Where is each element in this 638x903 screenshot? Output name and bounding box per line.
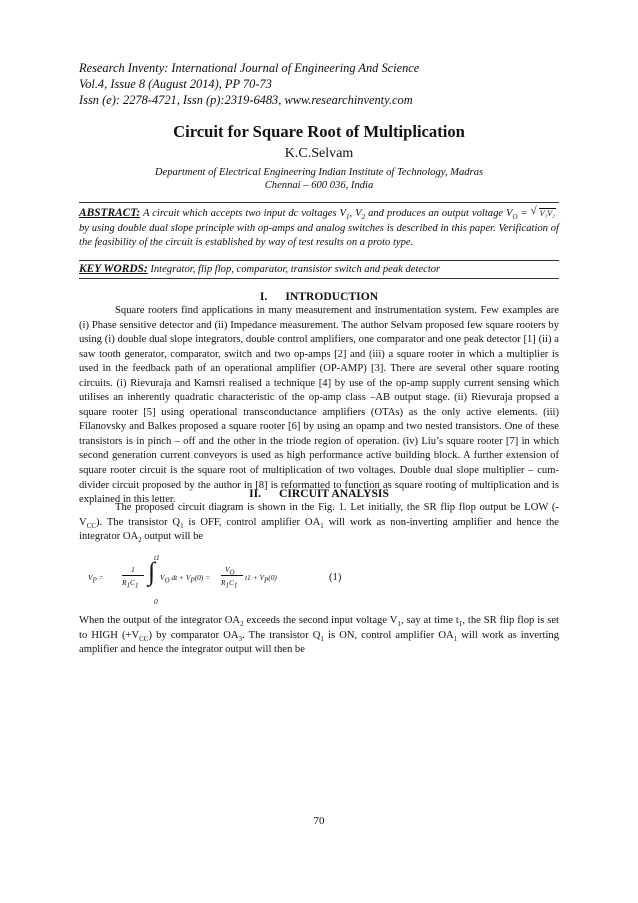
fraction-2-bar [221, 575, 243, 576]
author-affiliation [79, 166, 559, 192]
section-heading-introduction: I. INTRODUCTION [259, 290, 379, 303]
keywords [79, 263, 559, 275]
keywords-label: KEY WORDS: [79, 263, 148, 275]
circuit-analysis-paragraph-2: When the output of the integrator $OA_2$ exceeds the second input voltage $V_1$, say at time $t_1$, the SR flip flop is set to HIGH $(+V_{CC})$ by comparator $OA_3$. The transistor $Q_1$ is ON, control amplifier $OA_1$ will work as inverting amplifier and hence the integrator output will then be [79, 615, 560, 656]
integral-sign: ∫ [148, 557, 156, 586]
integrand: $V_O$ dt + $V_P(0)$ = [160, 573, 211, 585]
fraction-2-denominator: $R_1C_1$ [221, 578, 238, 590]
journal-issn: Issn (e): 2278-4721, Issn (p):2319-6483, www.researchinventy.com [79, 93, 413, 107]
affiliation-line-1: Department of Electrical Engineering Indian Institute of Technology, Madras [154, 167, 484, 178]
journal-name: Research Inventy: International Journal of Engineering And Science [79, 61, 420, 75]
introduction-paragraph: Square rooters find applications in many measurement and instrumentation system. Few examples are (i) Phase sensitive detector and (ii) Impedance measurement. The author Selvam proposed few square rooters by using (i) double dual slope integrators, double control amplifiers, one comparator and one peak detector [1] (ii) a saw tooth generator, comparator, switch and two op-amps [2] and (iii) a square rooter in which a multiplier is used in the feedback path of an operational amplifier (OP-AMP) [3]. There are several other square rooting circuits. (i) Rievuraja and Kamsri realised a technique [4] by use of the op-amp supply current sensing which utilises an inherently quadratic characteristic of the op-amp class –AB output stage. (ii) Rievuraja propsed a square rooter [5] using operational transconductance amplifiers (OTAs) as the only active elements. (iii) Filanovsky and Balkes proposed a square rooter [6] by using an opamp and two nested transistors. One of these transistors is in pinch – off and the other in the triode region of operation. (iv) Liu’s square rooter [7] in which second generation current conveyors is used as high performance active building block. A further extension of square rooter circuit is the square root of multiplication of two voltages. Double dual slope multiplier – cum- divider circuit proposed by the author in [8] is reformatted to function as square rooting of multiplication and is explained in this letter. [79, 305, 559, 506]
circuit-analysis-paragraph-1: The proposed circuit diagram is shown in the Fig. 1. Let initially, the SR flip flop output be LOW $(-V_{CC})$. The transistor $Q_1$ is OFF, control amplifier $OA_1$ will work as non-inverting amplifier and hence the integrator $OA_2$ output will be [79, 502, 559, 545]
equation-1 [88, 553, 368, 609]
keywords-rule [79, 278, 559, 279]
equation-number: (1) [329, 572, 342, 583]
affiliation-line-2: Chennai – 600 036, India [264, 180, 374, 191]
fraction-2-numerator: $V_O$ [225, 565, 235, 577]
integral-lower-limit: 0 [154, 597, 158, 606]
journal-issue: Vol.4, Issue 8 (August 2014), PP 70-73 [79, 77, 272, 91]
integral-upper-limit: t1 [154, 553, 160, 562]
paper-title: Circuit for Square Root of Multiplication [173, 122, 465, 141]
radical-sign: √ [530, 205, 537, 217]
journal-header [79, 60, 559, 108]
equation-rhs-tail: $t1 + V_P(0)$ [245, 573, 277, 585]
keywords-text: Integrator, flip flop, comparator, transistor switch and peak detector [147, 264, 441, 275]
page-number: 70 [313, 815, 325, 827]
fraction-1-numerator: 1 [131, 565, 135, 574]
abstract: ABSTRACT: A circuit which accepts two input dc voltages $V_1$, $V_2$ and produces an output voltage $V_O$ = √ V₁V₂by using double dual slope principle with op-amps and analog switches is described in this paper. Verification of the feasibility of the circuit is established by way of test results on a proto type. [79, 205, 559, 249]
abstract-bottom-rule [79, 260, 559, 261]
fraction-1-bar [122, 575, 144, 576]
fraction-1-denominator: $R_1C_1$ [122, 578, 139, 590]
equation-lhs: $V_P$ = [88, 573, 104, 585]
abstract-label: ABSTRACT: [79, 207, 141, 219]
author-name: K.C.Selvam [284, 146, 354, 161]
abstract-top-rule [79, 202, 559, 203]
section-heading-circuit-analysis: II. CIRCUIT ANALYSIS [249, 487, 389, 500]
sqrt-expression: √ V₁V₂ [530, 205, 555, 218]
